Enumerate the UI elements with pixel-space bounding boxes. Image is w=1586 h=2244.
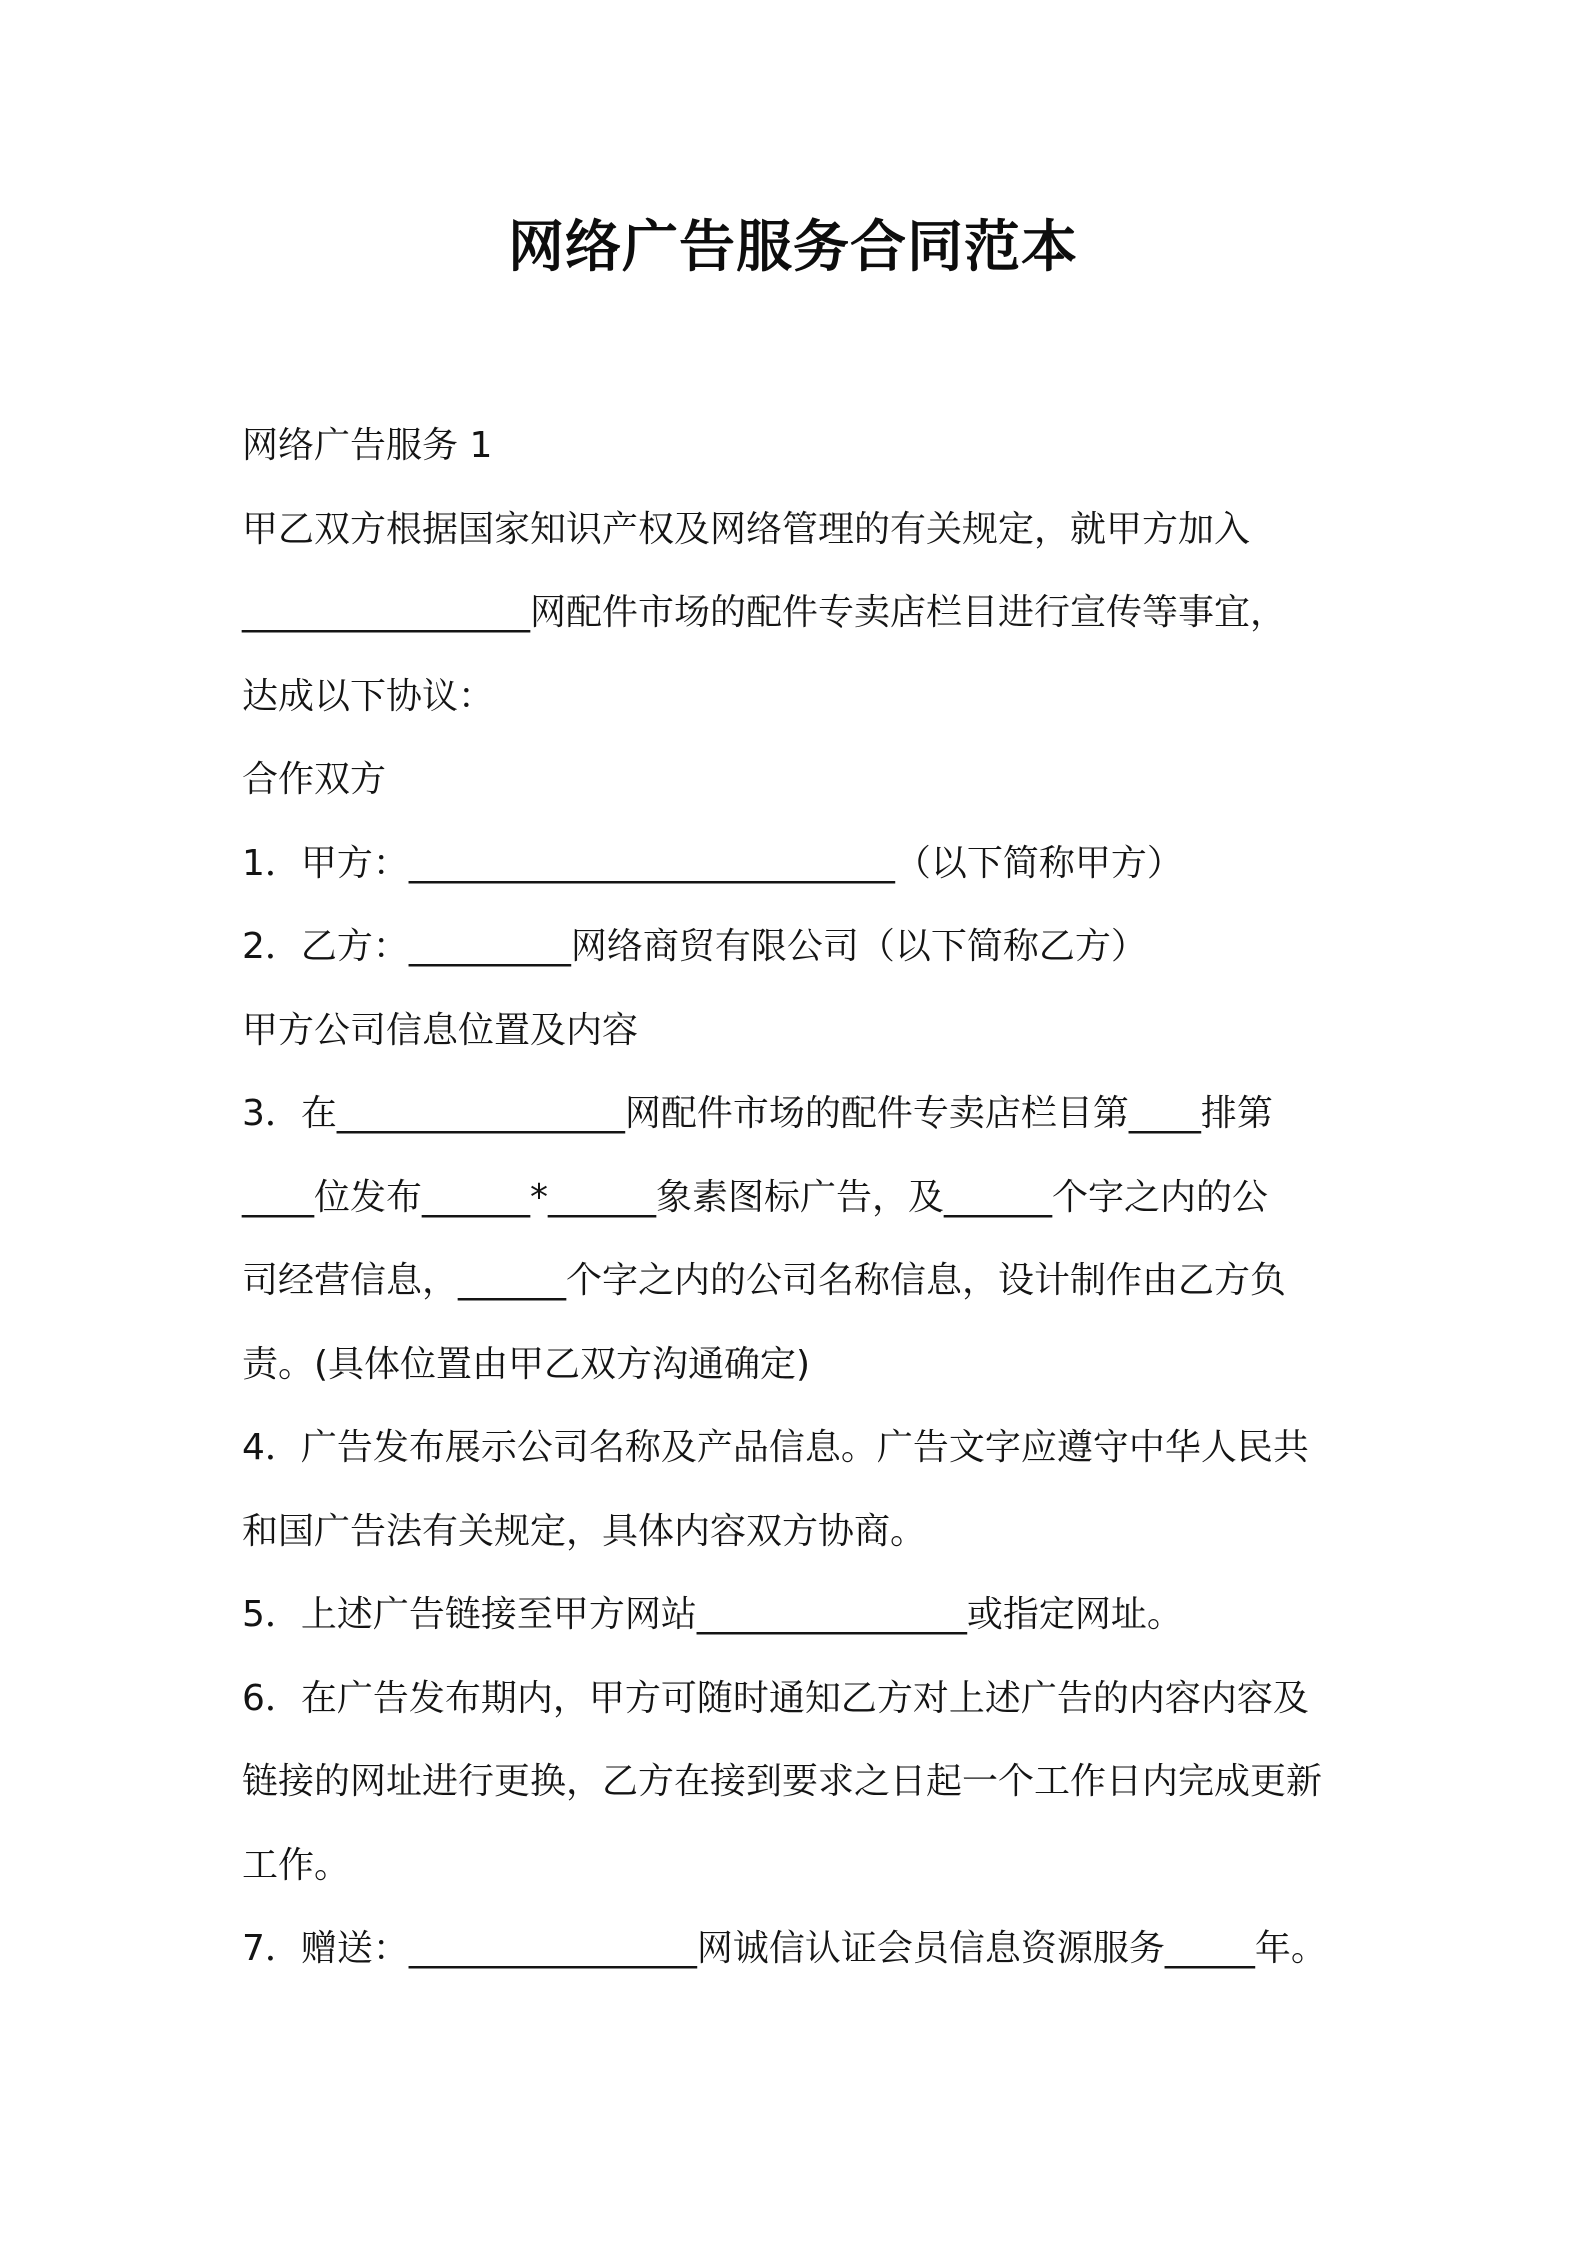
clause-line: 7．赠送：________________网诚信认证会员信息资源服务_____年。 (242, 1928, 1327, 1969)
clause-line: 司经营信息，______个字之内的公司名称信息，设计制作由乙方负 (242, 1260, 1287, 1301)
document-body (242, 404, 1352, 1991)
clause-line: 3．在________________网配件市场的配件专卖店栏目第____排第 (242, 1093, 1273, 1134)
document-title: 网络广告服务合同范本 (508, 215, 1078, 280)
clause-line: 2．乙方：_________网络商贸有限公司（以下简称乙方） (242, 926, 1147, 967)
section-heading: 合作双方 (242, 759, 387, 800)
clause-line: 4．广告发布展示公司名称及产品信息。广告文字应遵守中华人民共 (242, 1427, 1309, 1468)
paragraph-line: ________________网配件市场的配件专卖店栏目进行宣传等事宜， (242, 592, 1287, 633)
clause-line: 责。(具体位置由甲乙双方沟通确定) (242, 1343, 811, 1385)
clause-line: 5．上述广告链接至甲方网站_______________或指定网址。 (242, 1594, 1183, 1635)
clause-line: 工作。 (242, 1844, 351, 1886)
clause-line: 和国广告法有关规定，具体内容双方协商。 (242, 1510, 927, 1552)
clause-line: 链接的网址进行更换，乙方在接到要求之日起一个工作日内完成更新 (242, 1761, 1323, 1802)
paragraph-line: 达成以下协议： (242, 675, 495, 717)
section-heading: 网络广告服务 1 (242, 425, 493, 466)
clause-line: ____位发布______*______象素图标广告，及______个字之内的公 (242, 1176, 1269, 1218)
paragraph-line: 甲乙双方根据国家知识产权及网络管理的有关规定，就甲方加入 (242, 508, 1251, 550)
clause-line: 1．甲方：___________________________（以下简称甲方） (242, 842, 1183, 884)
section-heading: 甲方公司信息位置及内容 (242, 1009, 639, 1051)
clause-line: 6．在广告发布期内，甲方可随时通知乙方对上述广告的内容内容及 (242, 1677, 1309, 1719)
